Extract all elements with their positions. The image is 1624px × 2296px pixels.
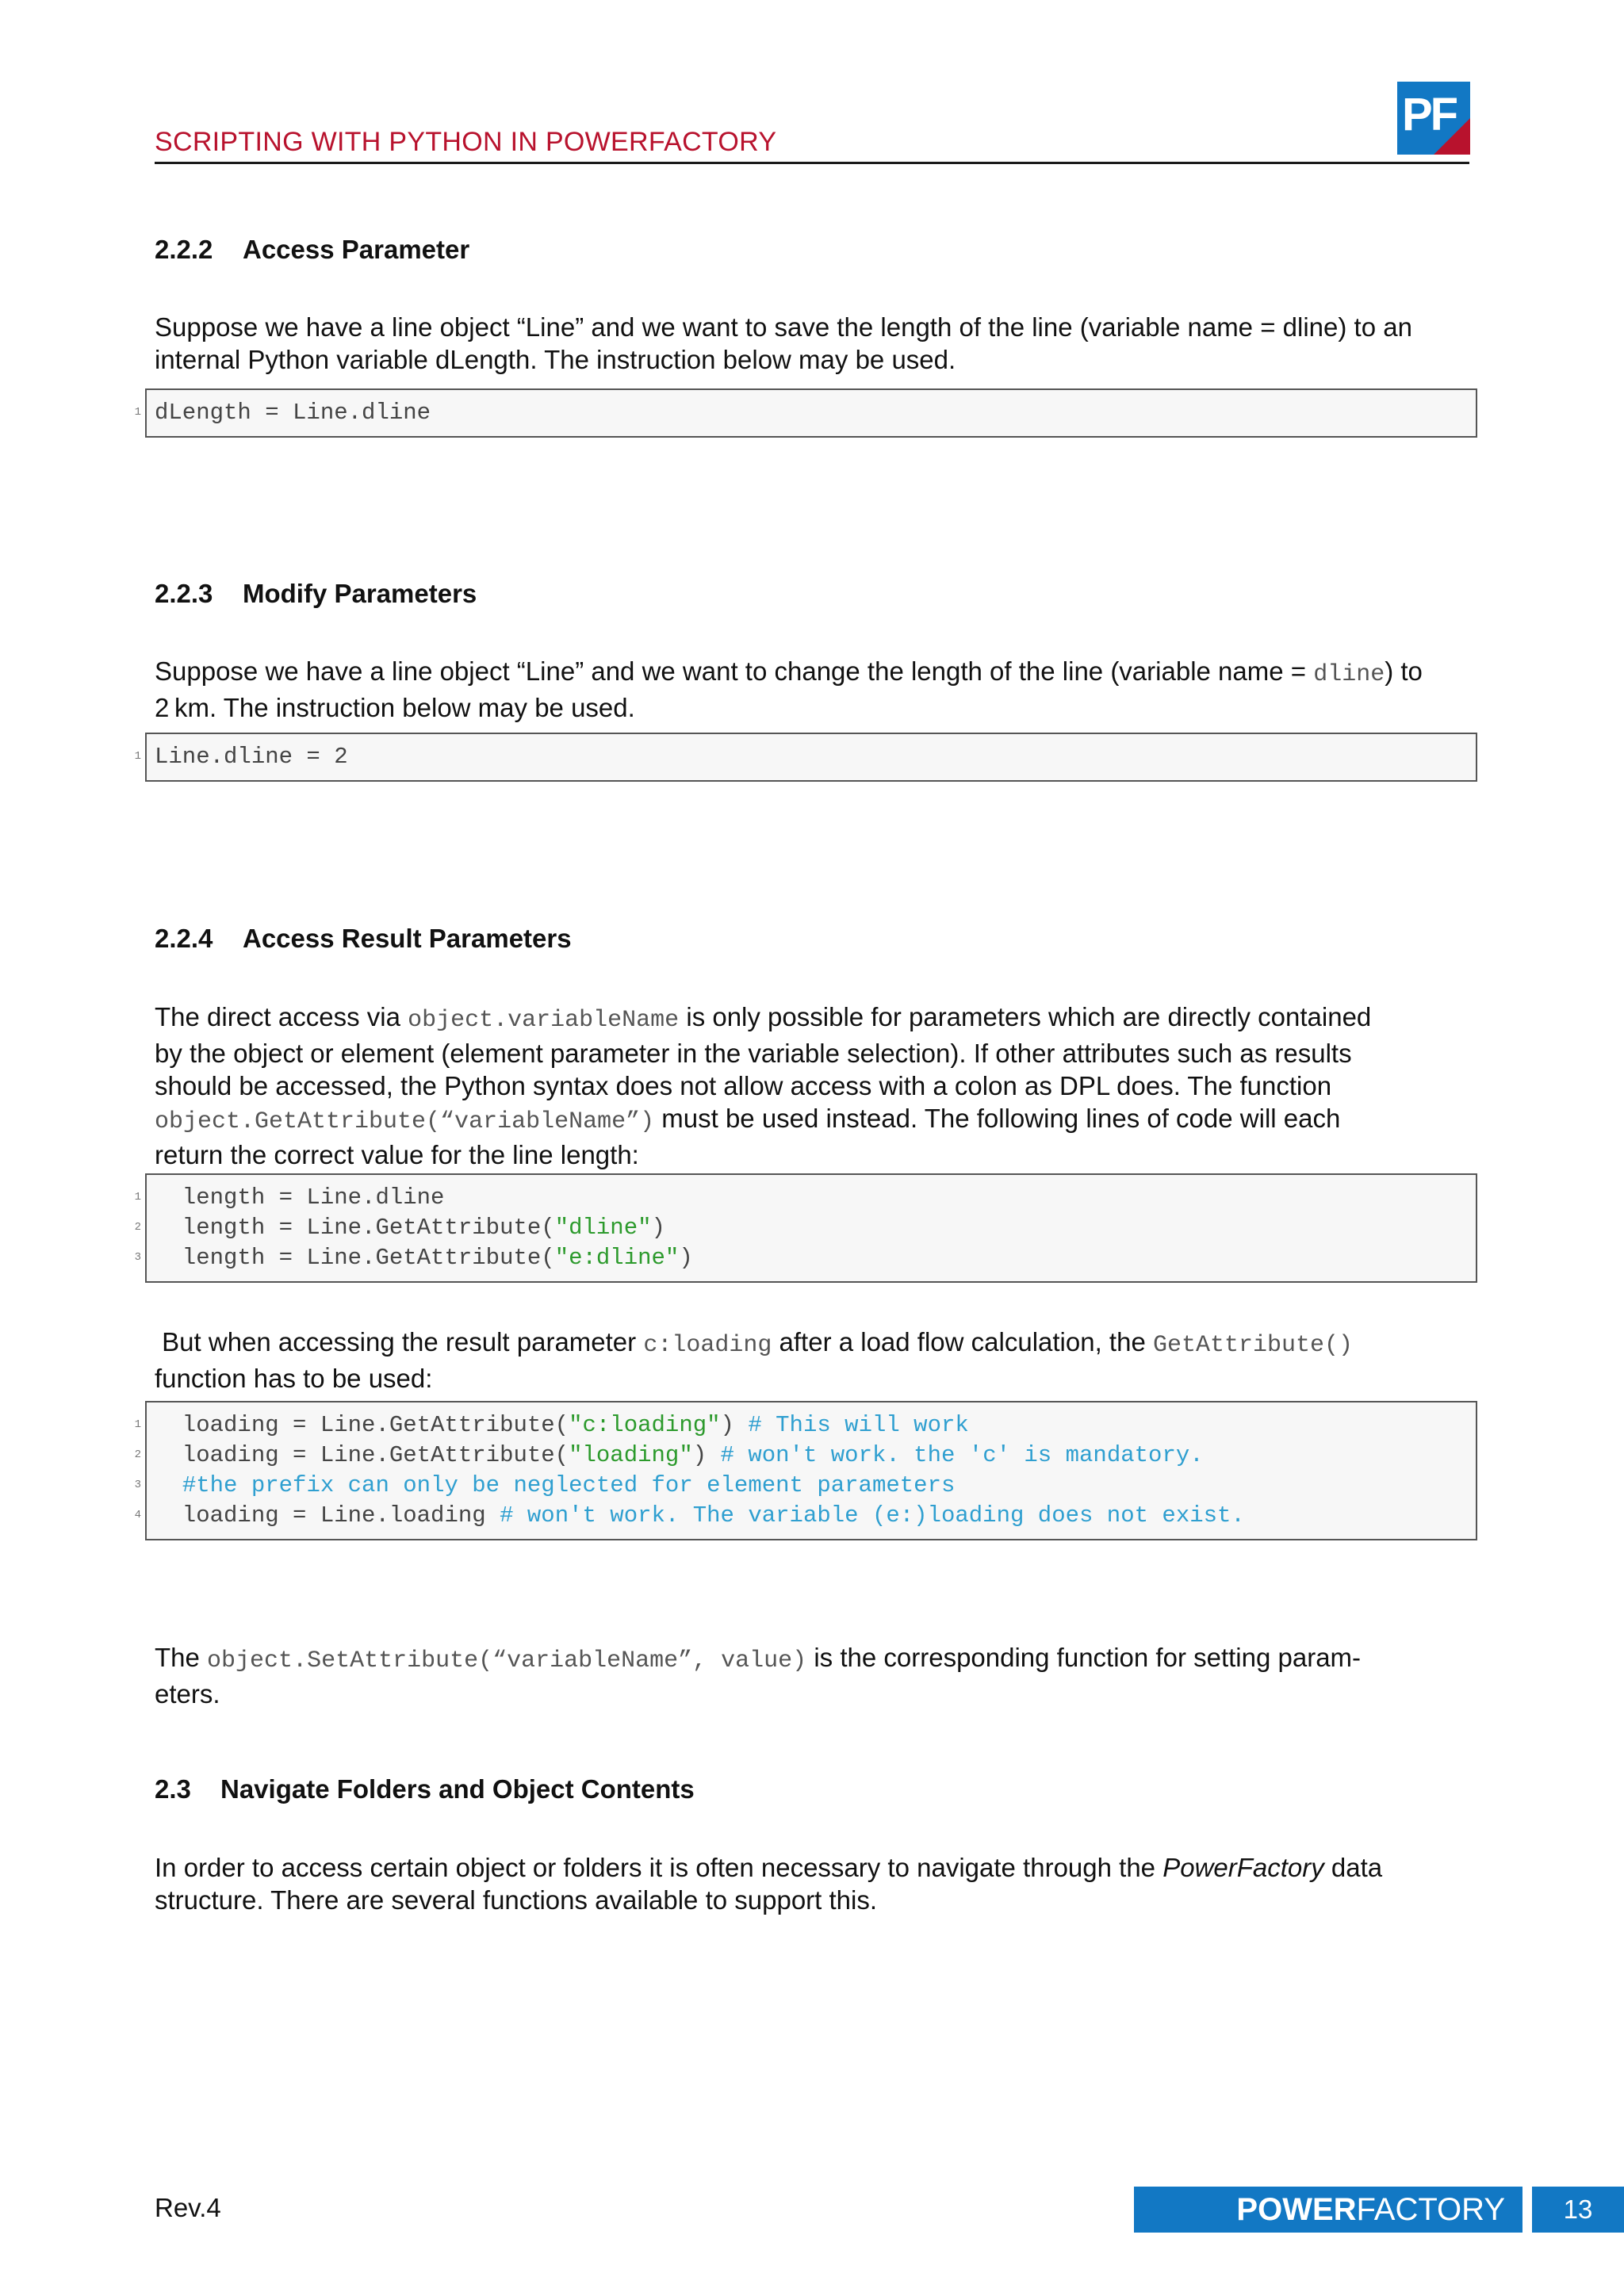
code-line bbox=[155, 1410, 969, 1441]
text-italic: PowerFactory bbox=[1162, 1853, 1324, 1882]
code-line bbox=[155, 1501, 1245, 1531]
footer-brand bbox=[1134, 2187, 1522, 2233]
header-rule bbox=[155, 162, 1469, 164]
code-text: ) bbox=[679, 1245, 693, 1271]
text-run: is only possible for parameters which are directly contained bbox=[679, 1002, 1372, 1031]
paragraph-line bbox=[155, 1001, 1469, 1037]
text-run: But when accessing the result parameter bbox=[155, 1327, 644, 1357]
paragraph-line: function has to be used: bbox=[155, 1364, 433, 1393]
text-run: after a load flow calculation, the bbox=[772, 1327, 1153, 1357]
paragraph-line bbox=[155, 655, 1469, 691]
paragraph-line: return the correct value for the line length: bbox=[155, 1140, 639, 1169]
paragraph-set-attribute bbox=[155, 1641, 1469, 1710]
code-block-length bbox=[145, 1173, 1477, 1283]
paragraph-line bbox=[155, 1851, 1469, 1884]
code-text: ) bbox=[720, 1412, 749, 1438]
paragraph-modify-parameters bbox=[155, 655, 1469, 724]
section-number: 2.3 bbox=[155, 1774, 191, 1804]
running-header: SCRIPTING WITH PYTHON IN POWERFACTORY bbox=[155, 127, 777, 157]
logo-red-corner bbox=[1434, 118, 1470, 155]
code-text: length = Line.GetAttribute( bbox=[155, 1245, 555, 1271]
section-heading-2-2-2 bbox=[155, 235, 469, 265]
code-block-loading bbox=[145, 1401, 1477, 1540]
paragraph-navigate-folders bbox=[155, 1851, 1469, 1916]
logo-text: PF bbox=[1402, 89, 1457, 140]
inline-code: c:loading bbox=[643, 1332, 772, 1359]
code-text: length = Line.dline bbox=[155, 1184, 445, 1211]
paragraph-line: 2 km. The instruction below may be used. bbox=[155, 693, 635, 722]
code-block-access-parameter bbox=[145, 388, 1477, 438]
code-text: ) bbox=[692, 1442, 721, 1468]
code-string: "c:loading" bbox=[569, 1412, 721, 1438]
paragraph-line bbox=[155, 1102, 1469, 1138]
code-line-number: 1 bbox=[134, 1418, 141, 1431]
brand-bold: POWER bbox=[1236, 2192, 1357, 2227]
code-line-number: 1 bbox=[134, 1191, 141, 1203]
paragraph-access-parameter bbox=[155, 311, 1469, 376]
text-run: The bbox=[155, 1643, 208, 1672]
text-run: Suppose we have a line object “Line” and we want to change the length of the line (variable name = bbox=[155, 656, 1314, 686]
paragraph-line: eters. bbox=[155, 1679, 220, 1709]
code-line bbox=[155, 1183, 444, 1213]
code-line: dLength = Line.dline bbox=[155, 400, 431, 426]
code-line-number: 1 bbox=[134, 750, 141, 763]
code-line-number: 2 bbox=[134, 1448, 141, 1461]
inline-code: object.SetAttribute(“variableName”, value) bbox=[207, 1647, 807, 1674]
section-heading-2-2-4 bbox=[155, 924, 572, 954]
section-title: Access Result Parameters bbox=[243, 924, 572, 953]
powerfactory-logo bbox=[1397, 82, 1470, 155]
text-run: is the corresponding function for setting param- bbox=[806, 1643, 1362, 1672]
code-string: "e:dline" bbox=[554, 1245, 680, 1271]
paragraph-line bbox=[155, 1641, 1469, 1678]
inline-code: object.GetAttribute(“variableName”) bbox=[155, 1108, 655, 1135]
paragraph-line bbox=[155, 1326, 1469, 1362]
code-line-number: 3 bbox=[134, 1251, 141, 1264]
code-text: loading = Line.GetAttribute( bbox=[155, 1412, 569, 1438]
section-number: 2.2.4 bbox=[155, 924, 213, 953]
code-line: Line.dline = 2 bbox=[155, 744, 348, 770]
code-comment: #the prefix can only be neglected for element parameters bbox=[182, 1472, 956, 1498]
code-line-number: 2 bbox=[134, 1221, 141, 1234]
code-line-number: 4 bbox=[134, 1509, 141, 1521]
section-heading-2-2-3 bbox=[155, 579, 477, 609]
brand-light: FACTORY bbox=[1356, 2192, 1505, 2227]
inline-code: dline bbox=[1313, 661, 1385, 688]
code-comment: # won't work. the 'c' is mandatory. bbox=[720, 1442, 1204, 1468]
code-line-number: 3 bbox=[134, 1479, 141, 1491]
code-line bbox=[155, 1441, 1204, 1471]
paragraph-result-parameter bbox=[155, 1326, 1469, 1395]
code-string: "loading" bbox=[569, 1442, 693, 1468]
code-line-number: 1 bbox=[134, 406, 141, 419]
code-comment: # This will work bbox=[748, 1412, 969, 1438]
code-text: loading = Line.GetAttribute( bbox=[155, 1442, 569, 1468]
code-text: loading = Line.loading bbox=[155, 1502, 500, 1529]
text-run: The direct access via bbox=[155, 1002, 408, 1031]
code-line bbox=[155, 1471, 955, 1501]
text-run: data bbox=[1323, 1853, 1383, 1882]
paragraph-line: internal Python variable dLength. The instruction below may be used. bbox=[155, 345, 956, 374]
text-run: ) to bbox=[1385, 656, 1423, 686]
inline-code: GetAttribute() bbox=[1152, 1332, 1354, 1359]
paragraph-line: Suppose we have a line object “Line” and we want to save the length of the line (variable name = dline) to an bbox=[155, 312, 1412, 342]
code-comment: # won't work. The variable (e:)loading does not exist. bbox=[500, 1502, 1245, 1529]
code-text: ) bbox=[651, 1215, 665, 1241]
section-title: Modify Parameters bbox=[243, 579, 477, 608]
paragraph-line: should be accessed, the Python syntax does not allow access with a colon as DPL does. The function bbox=[155, 1071, 1332, 1100]
section-heading-2-3 bbox=[155, 1774, 695, 1804]
section-number: 2.2.2 bbox=[155, 235, 213, 264]
paragraph-line: by the object or element (element parameter in the variable selection). If other attributes such as results bbox=[155, 1039, 1352, 1068]
section-title: Navigate Folders and Object Contents bbox=[220, 1774, 695, 1804]
code-block-modify-parameters bbox=[145, 733, 1477, 782]
text-run: must be used instead. The following lines of code will each bbox=[654, 1104, 1341, 1133]
code-line bbox=[155, 1213, 665, 1243]
revision-label: Rev.4 bbox=[155, 2193, 221, 2222]
page-number: 13 bbox=[1532, 2187, 1624, 2233]
paragraph-line: structure. There are several functions available to support this. bbox=[155, 1885, 878, 1915]
inline-code: object.variableName bbox=[408, 1007, 680, 1034]
code-line bbox=[155, 1243, 693, 1273]
code-text bbox=[155, 1472, 182, 1498]
code-text: length = Line.GetAttribute( bbox=[155, 1215, 555, 1241]
code-string: "dline" bbox=[554, 1215, 652, 1241]
section-title: Access Parameter bbox=[243, 235, 470, 264]
section-number: 2.2.3 bbox=[155, 579, 213, 608]
paragraph-access-result-parameters bbox=[155, 1001, 1469, 1171]
text-run: In order to access certain object or folders it is often necessary to navigate through the bbox=[155, 1853, 1163, 1882]
